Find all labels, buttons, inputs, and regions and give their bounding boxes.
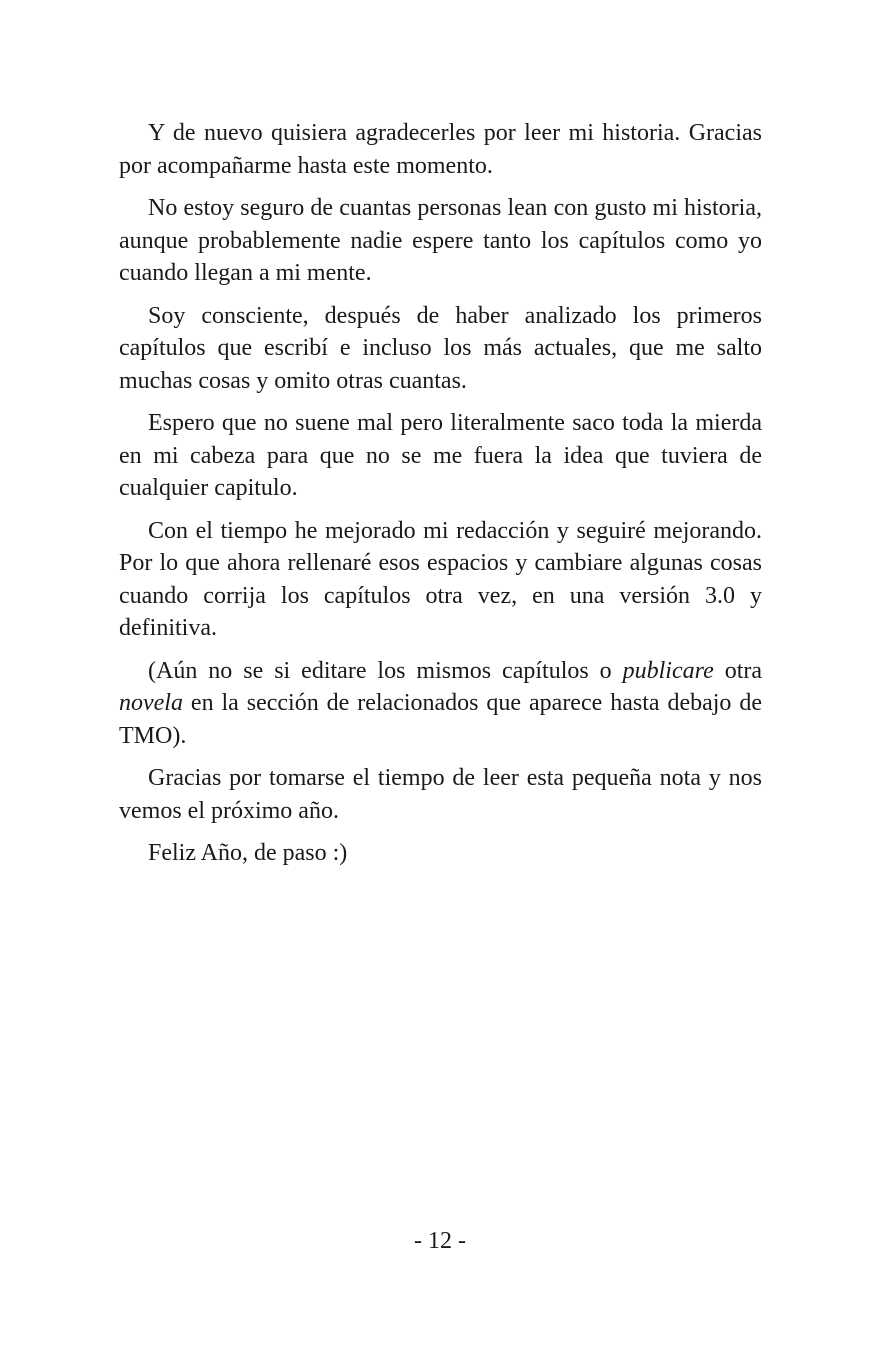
paragraph-2: No estoy seguro de cuantas personas lean con gusto mi historia, aunque probablemente nadie espere tanto los capítulos como yo cuando llegan a mi mente. (119, 195, 762, 286)
paragraph-6-italic-novela: novela (119, 690, 183, 716)
paragraph-6-text-c: en la sección de relacionados que aparece hasta debajo de TMO). (119, 690, 762, 749)
paragraph-3: Soy consciente, después de haber analizado los primeros capítulos que escribí e incluso los más actuales, que me salto muchas cosas y omito otras cuantas. (119, 302, 762, 394)
paragraph-7: Gracias por tomarse el tiempo de leer esta pequeña nota y nos vemos el próximo año. (119, 765, 762, 824)
paragraph-4: Espero que no suene mal pero literalmente saco toda la mierda en mi cabeza para que no se me fuera la idea que tuviera de cualquier capitulo. (119, 410, 762, 501)
page-number: - 12 - (414, 1228, 466, 1254)
body-text (119, 117, 762, 880)
paragraph-6-italic-publicare: publicare (622, 657, 714, 684)
paragraph-6 (119, 655, 762, 753)
paragraph-1: Y de nuevo quisiera agradecerles por leer mi historia. Gracias por acompañarme hasta este momento. (119, 120, 762, 179)
paragraph-6-text-b: otra (713, 657, 763, 684)
paragraph-5: Con el tiempo he mejorado mi redacción y seguiré mejorando. Por lo que ahora rellenaré esos espacios y cambiare algunas cosas cuando corrija los capítulos otra vez, en una versión 3.0 y definitiva. (119, 517, 762, 641)
paragraph-8: Feliz Año, de paso :) (148, 840, 348, 866)
paragraph-6-text-a: (Aún no se si editare los mismos capítulos o (148, 657, 623, 684)
